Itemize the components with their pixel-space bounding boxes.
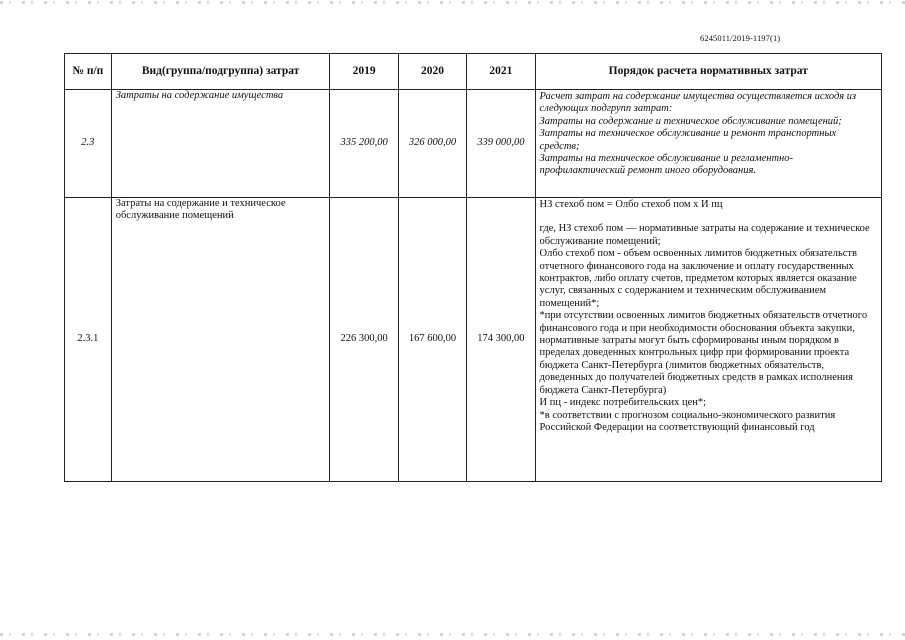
header-2019: 2019 (330, 54, 398, 90)
order-line: Затраты на техническое обслуживание и регламентно-профилактический ремонт иного оборудования. (539, 153, 794, 177)
table-header-row (65, 54, 882, 90)
order-line: *в соответствии с прогнозом социально-экономического развития Российской Федерации на соответствующий финансовый год (539, 409, 836, 433)
formula: НЗ стехоб пом = Олбо стехоб пом х И пц (539, 199, 723, 210)
order-line: Затраты на содержание и техническое обслуживание помещений; (539, 115, 842, 127)
row-value-2019: 335 200,00 (330, 90, 398, 198)
row-value-2021: 174 300,00 (467, 198, 535, 482)
order-line: Расчет затрат на содержание имущества осуществляется исходя из следующих подгрупп затрат: (539, 91, 857, 115)
order-line: *при отсутствии освоенных лимитов бюджетных обязательств отчетного финансового года и при необходимости обоснования объекта закупки, нормативные затраты могут быть сформированы иным порядком в пределах доведенных контрольных цифр при формировании проекта бюджета Санкт-Петербурга (лимитов бюджетных обязательств, доведенных до получателей бюджетных средств в рамках исполнения бюджета Санкт-Петербурга) (539, 310, 868, 396)
row-value-2020: 326 000,00 (398, 90, 466, 198)
row-value-2021: 339 000,00 (467, 90, 535, 198)
header-2020: 2020 (398, 54, 466, 90)
header-order: Порядок расчета нормативных затрат (535, 54, 881, 90)
row-name: Затраты на содержание имущества (111, 90, 330, 198)
table-row (65, 90, 882, 198)
row-order (535, 198, 881, 482)
order-line: Затраты на техническое обслуживание и ремонт транспортных средств; (539, 128, 837, 152)
header-2021: 2021 (467, 54, 535, 90)
row-num: 2.3.1 (65, 198, 112, 482)
order-line: Олбо стехоб пом - объем освоенных лимитов бюджетных обязательств отчетного финансового года на заключение и оплату государственных контрактов, либо оплату счетов, предметом которых является оказание услуг, связанных с содержанием и техническим обслуживанием помещений*; (539, 248, 857, 309)
order-line: где, НЗ стехоб пом — нормативные затраты на содержание и техническое обслуживание помещений; (539, 223, 870, 247)
header-name: Вид(группа/подгруппа) затрат (111, 54, 330, 90)
row-value-2020: 167 600,00 (398, 198, 466, 482)
table-row (65, 198, 882, 482)
header-num: № п/п (65, 54, 112, 90)
cost-table (64, 53, 882, 482)
document-number: 6245011/2019-1197(1) (700, 33, 781, 43)
order-line: И пц - индекс потребительских цен*; (539, 397, 707, 409)
scan-edge-top (0, 1, 905, 4)
row-order (535, 90, 881, 198)
row-num: 2.3 (65, 90, 112, 198)
row-value-2019: 226 300,00 (330, 198, 398, 482)
scan-edge-bottom (0, 633, 905, 636)
row-name: Затраты на содержание и техническое обслуживание помещений (111, 198, 330, 482)
